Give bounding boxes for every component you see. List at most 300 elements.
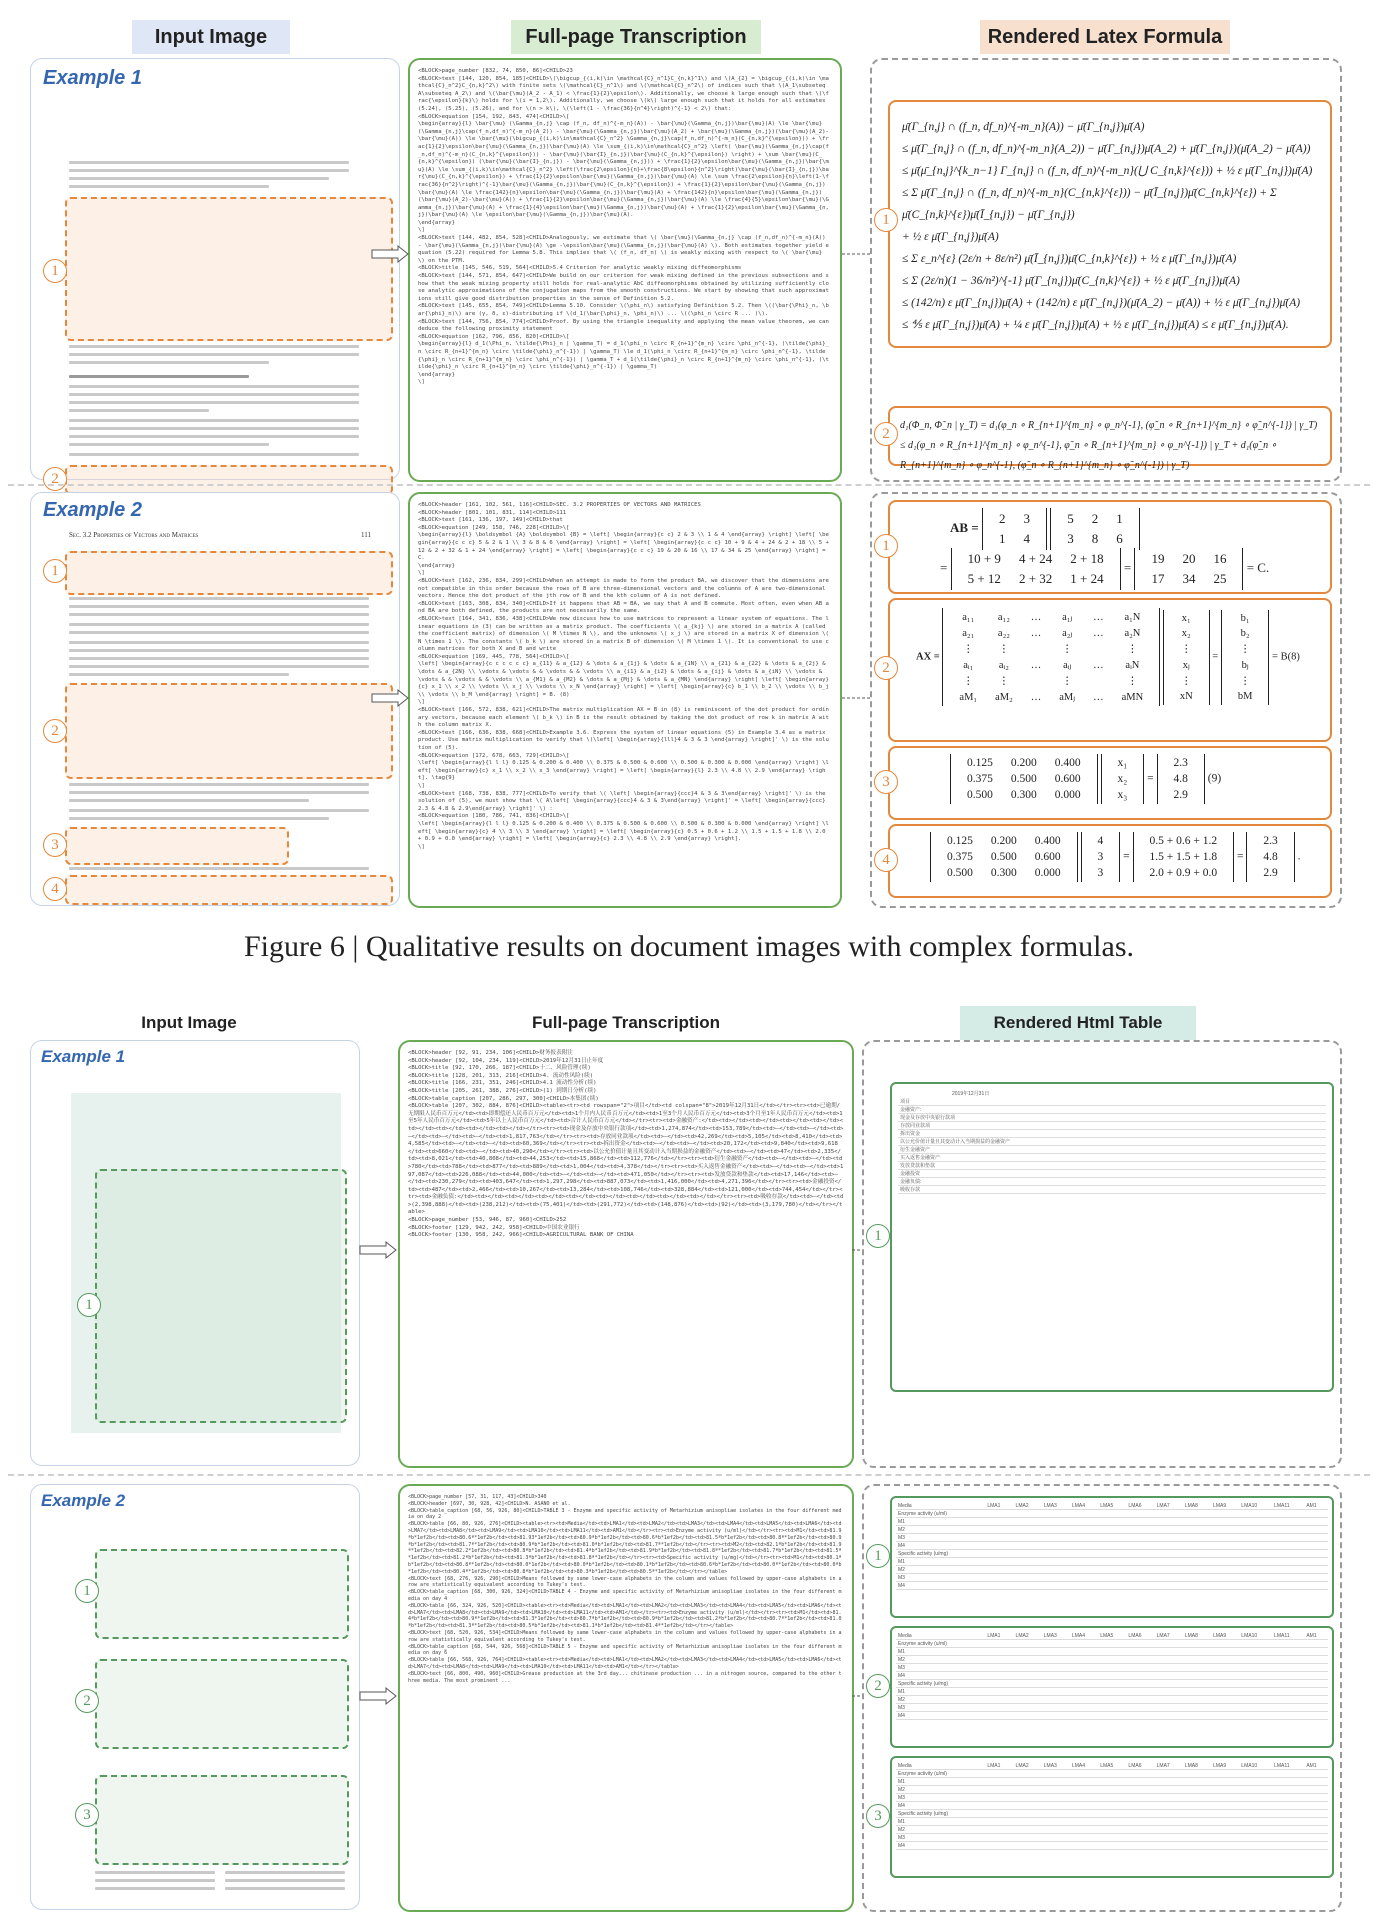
matrix-cell: 4.8 [1263, 851, 1278, 863]
matrix-cell: 17 [1151, 571, 1165, 586]
table-cell [1239, 1794, 1272, 1802]
table-cell [1239, 1574, 1272, 1582]
table-cell [1303, 1122, 1315, 1130]
table-cell [1070, 1566, 1098, 1574]
table-cell [1183, 1786, 1211, 1794]
table-cell [1042, 1778, 1070, 1786]
input-image-panel-ex4 [30, 1484, 360, 1910]
table-cell [1303, 1146, 1315, 1154]
table-cell [1042, 1574, 1070, 1582]
table-cell [1014, 1648, 1042, 1656]
input-image-panel-ex3 [30, 1040, 360, 1466]
table-cell [1042, 1582, 1070, 1590]
table-cell [1126, 1786, 1154, 1794]
table-cell [1126, 1542, 1154, 1550]
table-row [896, 1566, 1328, 1574]
table-cell [1098, 1550, 1126, 1558]
table-cell: 项目 [898, 1098, 1232, 1106]
render-number-2: 2 [874, 656, 898, 680]
table-cell [1272, 1842, 1304, 1850]
formula-tail: = C. [1246, 559, 1270, 575]
table-cell [1232, 1138, 1244, 1146]
table-cell [1304, 1518, 1328, 1526]
table-cell [1155, 1558, 1183, 1566]
table-cell [1239, 1688, 1272, 1696]
formula-system-row: 0.125 0.200 0.400 0.375 0.500 0.600 0.500 0.300 0.000 x₁ x₂ x₃ = 2.3 4.8 2.9 (9) [950, 754, 1221, 804]
table-row [896, 1664, 1328, 1672]
table-cell [1244, 1186, 1256, 1194]
table-cell [985, 1656, 1013, 1664]
table-cell [1014, 1778, 1042, 1786]
table-row [898, 1122, 1326, 1130]
table-cell [1126, 1510, 1154, 1518]
table-cell: LMA1 [985, 1762, 1013, 1770]
table-cell [1042, 1826, 1070, 1834]
table-cell [1014, 1680, 1042, 1688]
formula-region-2 [65, 465, 393, 495]
matrix-cell: a₁ⱼ [1062, 612, 1073, 623]
table-cell: Enzyme activity (u/ml) [896, 1510, 985, 1518]
table-row [896, 1818, 1328, 1826]
region-number-1: 1 [43, 259, 67, 283]
table-cell [1239, 1704, 1272, 1712]
table-cell: M3 [896, 1534, 985, 1542]
table-cell [1232, 1098, 1244, 1106]
table-cell [1014, 1818, 1042, 1826]
table-cell [1239, 1582, 1272, 1590]
table-cell [1304, 1680, 1328, 1688]
matrix-cell: ⋮ [1127, 644, 1138, 655]
table-cell [1272, 1810, 1304, 1818]
table-cell [1042, 1794, 1070, 1802]
table-cell [1155, 1550, 1183, 1558]
matrix-cell: 2 [1091, 511, 1099, 526]
table-cell [1098, 1680, 1126, 1688]
table-cell [1070, 1842, 1098, 1850]
rendered-formula-1 [888, 500, 1332, 594]
matrix-cell: aᵢⱼ [1063, 660, 1072, 671]
table-cell [1239, 1542, 1272, 1550]
matrix-cell: 2 + 32 [1018, 571, 1053, 586]
rendered-formula-2 [888, 406, 1332, 471]
table-cell [1304, 1510, 1328, 1518]
table-cell: M2 [896, 1526, 985, 1534]
table-cell: M4 [896, 1842, 985, 1850]
table-row [896, 1688, 1328, 1696]
render-number-4: 4 [874, 848, 898, 872]
matrix-cell: ⋮ [998, 676, 1010, 687]
table-cell: M2 [896, 1786, 985, 1794]
table-cell [1155, 1778, 1183, 1786]
example-label-1: Example 1 [43, 67, 142, 89]
rendered-table-1 [890, 1496, 1334, 1618]
table-cell [1155, 1648, 1183, 1656]
matrix-cell: 0.600 [1054, 773, 1081, 785]
table-cell [1232, 1178, 1244, 1186]
table-cell [1155, 1810, 1183, 1818]
table-cell [1303, 1114, 1315, 1122]
table-cell [1042, 1802, 1070, 1810]
doc-page-number: 111 [361, 531, 371, 539]
table-cell [1070, 1648, 1098, 1656]
table-cell [1155, 1842, 1183, 1850]
table-cell [1155, 1794, 1183, 1802]
matrix-cell: … [1093, 611, 1104, 623]
table-row [896, 1648, 1328, 1656]
table-cell [1014, 1542, 1042, 1550]
table-cell: Media [896, 1762, 985, 1770]
table-cell [1267, 1162, 1279, 1170]
table-region-1 [95, 1549, 349, 1639]
table-cell [1183, 1542, 1211, 1550]
table-cell [1014, 1794, 1042, 1802]
table-cell: LMA4 [1070, 1632, 1098, 1640]
table-cell [1014, 1842, 1042, 1850]
table-cell [1014, 1810, 1042, 1818]
table-cell: M1 [896, 1818, 985, 1826]
table-cell [1256, 1098, 1268, 1106]
table-cell [1014, 1656, 1042, 1664]
matrix-cell: bM [1237, 690, 1253, 702]
table-cell [1098, 1534, 1126, 1542]
table-cell [1244, 1114, 1256, 1122]
table-cell [1155, 1818, 1183, 1826]
region-number-2: 2 [43, 719, 67, 743]
table-cell [1232, 1162, 1244, 1170]
table-cell [1014, 1688, 1042, 1696]
matrix-cell: … [1093, 691, 1104, 703]
table-cell [1244, 1146, 1256, 1154]
table-cell [1244, 1162, 1256, 1170]
table-cell [1155, 1712, 1183, 1720]
table-cell: M3 [896, 1574, 985, 1582]
table-cell [1239, 1834, 1272, 1842]
table-row [898, 1186, 1326, 1194]
matrix-result [1134, 548, 1243, 590]
table-cell [1211, 1534, 1239, 1542]
matrix-cell: aM₁ [959, 691, 978, 703]
table-cell [1042, 1550, 1070, 1558]
table-cell [1272, 1582, 1304, 1590]
table-cell [1183, 1664, 1211, 1672]
formula-ab-row [950, 508, 1140, 550]
table-row [896, 1534, 1328, 1542]
table-cell [1042, 1688, 1070, 1696]
table-row [896, 1574, 1328, 1582]
table-cell [1042, 1842, 1070, 1850]
matrix-cell: 2 [998, 511, 1006, 526]
matrix-cell: 0.375 [947, 851, 973, 863]
table-cell [1126, 1558, 1154, 1566]
table-cell [1239, 1842, 1272, 1850]
matrix-cell: 0.125 [967, 757, 993, 769]
region-number-2: 2 [43, 467, 67, 491]
matrix-cell: 8 [1091, 531, 1099, 546]
table-cell [1155, 1574, 1183, 1582]
input-image-panel-ex2 [30, 492, 400, 906]
table-cell [1256, 1170, 1268, 1178]
matrix-cell: … [1093, 627, 1104, 639]
table-cell [985, 1786, 1013, 1794]
matrix-cell: b₁ [1240, 612, 1250, 624]
matrix-cell: 2.0 + 0.9 + 0.0 [1149, 867, 1218, 879]
table-cell [1314, 1122, 1326, 1130]
region-number-3: 3 [43, 833, 67, 857]
table-cell [1098, 1518, 1126, 1526]
table-cell [1211, 1818, 1239, 1826]
formula-region-3 [65, 827, 289, 865]
render-number-3: 3 [866, 1804, 890, 1828]
table-cell [1070, 1574, 1098, 1582]
table-cell [1232, 1170, 1244, 1178]
matrix-cell: 1.5 + 1.5 + 1.8 [1149, 851, 1218, 863]
matrix-cell [1023, 642, 1050, 656]
table-cell [1304, 1818, 1328, 1826]
matrix-cell: 25 [1213, 571, 1227, 586]
table-cell [1291, 1154, 1303, 1162]
table-row [896, 1712, 1328, 1720]
matrix-cell: 2.9 [1263, 867, 1278, 879]
table-cell [1244, 1130, 1256, 1138]
table-cell: M3 [896, 1794, 985, 1802]
table-row [898, 1178, 1326, 1186]
table-row [898, 1130, 1326, 1138]
table-cell [985, 1566, 1013, 1574]
table-cell [1126, 1712, 1154, 1720]
header-full-page-transcription-bottom: Full-page Transcription [532, 1013, 720, 1032]
table-cell: Media [896, 1502, 985, 1510]
table-cell [1291, 1138, 1303, 1146]
render-number-1: 1 [874, 534, 898, 558]
table-cell [1014, 1834, 1042, 1842]
table-cell: 现金及存放中央银行款项 [898, 1114, 1232, 1122]
table-cell [1291, 1178, 1303, 1186]
matrix-cell: 5 + 12 [967, 571, 1001, 586]
table-cell [985, 1550, 1013, 1558]
matrix-cell: … [1030, 627, 1042, 639]
table-cell [1042, 1818, 1070, 1826]
table-cell [1304, 1574, 1328, 1582]
table-cell [1070, 1794, 1098, 1802]
formula-tail: (9) [1207, 772, 1222, 785]
rendered-formula-3 [888, 746, 1332, 820]
matrix-cell: ⋮ [998, 644, 1010, 655]
matrix-cell: b₂ [1240, 627, 1250, 639]
matrix-cell: 16 [1213, 551, 1227, 566]
formula-result-row [940, 548, 1269, 590]
table-cell [1098, 1558, 1126, 1566]
formula-region-2 [65, 683, 393, 779]
arrow-input-to-transcription-ex3 [360, 1242, 398, 1258]
table-cell [985, 1834, 1013, 1842]
table-cell [1291, 1162, 1303, 1170]
rendered-panel-ex4 [862, 1484, 1342, 1912]
table-cell [1244, 1122, 1256, 1130]
table-row [898, 1098, 1326, 1106]
matrix-cell: a₁N [1124, 611, 1141, 623]
table-cell [985, 1712, 1013, 1720]
transcription-panel-ex3 [398, 1040, 854, 1468]
table-cell: LMA11 [1272, 1762, 1304, 1770]
table-cell [1256, 1146, 1268, 1154]
table-cell [1155, 1688, 1183, 1696]
table-cell [1183, 1648, 1211, 1656]
table-cell [1272, 1550, 1304, 1558]
table-cell [985, 1574, 1013, 1582]
table-cell: LMA5 [1098, 1762, 1126, 1770]
table-cell: LMA6 [1126, 1502, 1154, 1510]
table-cell [1314, 1146, 1326, 1154]
rendered-panel-ex3 [862, 1040, 1342, 1468]
table-cell [985, 1802, 1013, 1810]
table-cell [1314, 1130, 1326, 1138]
matrix-cell: ⋮ [962, 644, 974, 655]
table-cell [1126, 1550, 1154, 1558]
equals-sign: = [1123, 559, 1132, 575]
table-row [898, 1138, 1326, 1146]
table-cell: M3 [896, 1704, 985, 1712]
matrix-cell: 3 [1067, 531, 1074, 546]
table-cell [1272, 1534, 1304, 1542]
table-cell: M4 [896, 1582, 985, 1590]
table-cell [1211, 1802, 1239, 1810]
table-cell [1183, 1802, 1211, 1810]
table-cell [1303, 1186, 1315, 1194]
table-cell: LMA3 [1042, 1502, 1070, 1510]
table-cell [1267, 1114, 1279, 1122]
table-cell [1183, 1778, 1211, 1786]
table-cell [1014, 1672, 1042, 1680]
table-cell [1239, 1510, 1272, 1518]
table-cell [1098, 1648, 1126, 1656]
table-cell [1183, 1656, 1211, 1664]
table-cell [1042, 1534, 1070, 1542]
transcription-text-ex2: <BLOCK>header [161, 102, 561, 116]<CHILD>SEC. 3.2 PROPERTIES OF VECTORS AND MATRICES <BLOCK>header [801, 101, 831, 114]<CHILD>111 <BLOCK>text [161, 136, 197, 149]<CHILD>that <BLOCK>equation [249, 158, 746, 228]<CHILD>\[ \begin{array}{l} \boldsymbol {A} \boldsymbol {B} = \left[ \begin{array}{c c} 2 & 3 \\ 1 & 4 \end{array} \right] \left[ \begin{array}{c c c} 5 & 2 & 1 \\ 3 & 8 & 6 \end{array} \right] = \left[ \begin{array}{c c c} 10 + 9 & 4 + 24 & 2 + 18 \\ 5 + 12 & 2 + 32 & 1 + 24 \end{array} \right] = \left[ \begin{array}{c c c} 19 & 20 & 16 \\ 17 & 34 & 25 \end{array} \right] = C. \end{array} \] <BLOCK>text [162, 236, 834, 299]<CHILD>When an attempt is made to form the product BA, we discover that the dimensions are not compatible in this order because the rows of B are three-dimensional vectors and the columns of A are two-dimensional vectors. Hence the dot product of the jth row of B and the kth column of A is not defined. <BLOCK>text [163, 308, 834, 340]<CHILD>If it happens that AB = BA, we say that A and B commute. Most often, even when AB and BA are both defined, the products are not necessarily the same. <BLOCK>text [164, 341, 836, 438]<CHILD>We now discuss how to use matrices to represent a linear system of equations. The linear equations in (3) can be written as a matrix product. The coefficients \( a_{kj} \) are stored in a matrix A (called the coefficient matrix) of dimension \( M \times N \), and the unknowns \( x_j \) are stored in a matrix X of dimension \( N \times 1 \). The constants \( b_k \) are stored in a matrix B of dimension \( M \times 1 \). It is conventional to use column matrices for both X and B and write <BLOCK>equation [169, 445, 778, 564]<CHILD>\[ \left[ \begin{array}{c c c c c c} a_{11} & a_{12} & \dots & a_{1j} & \dots & a_{1N} \\ a_{21} & a_{22} & \dots & a_{2j} & \dots & a_{2N} \\ \vdots & \vdots & & \vdots & & \vdots \\ a_{i1} & a_{i2} & \dots & a_{ij} & \dots & a_{iN} \\ \vdots & \vdots & & \vdots & & \vdots \\ a_{M1} & a_{M2} & \dots & a_{Mj} & \dots & a_{MN} \end{array} \right] \left[ \begin{array}{c} x_1 \\ x_2 \\ \vdots \\ x_j \\ \vdots \\ x_N \end{array} \right] = \left[ \begin{array}{c} b_1 \\ b_2 \\ \vdots \\ b_j \\ \vdots \\ b_M \end{array} \right] = B. (8) \] <BLOCK>text [166, 572, 838, 621]<CHILD>The matrix multiplication AX = B in (8) is reminiscent of the dot product for ordinary vectors, because each element \( b_k \) in B is the result obtained by taking the dot product of row k in matrix A with the column matrix X. <BLOCK>text [166, 636, 838, 668]<CHILD>Example 3.6. Express the system of linear equations (5) in Example 3.4 as a matrix product. Use matrix multiplication to verify that \(\left[ \begin{array}{lll}4 & 3 & 3 \end{array} \right]' \) is the solution of (5). <BLOCK>equation [172, 678, 663, 729]<CHILD>\[ \left[ \begin{array}{l l l} 0.125 & 0.200 & 0.400 \\ 0.375 & 0.500 & 0.600 \\ 0.500 & 0.300 & 0.000 \end{array} \right] \left[ \begin{array}{c} x_1 \\ x_2 \\ x_3 \end{array} \right] = \left[ \begin{array}{l} 2.3 \\ 4.8 \\ 2.9 \end{array} \right]. \tag{9} \] <BLOCK>text [168, 738, 838, 777]<CHILD>To verify that \( \left[ \begin{array}{ccc}4 & 3 & 3\end{array} \right]' \) is the solution of (5), we must show that \( A\left[ \begin{array}{ccc}4 & 3 & 3\end{array} \right]' = \left[ \begin{array}{ccc}2.3 & 4.8 & 2.9\end{array} \right]' \) : <BLOCK>equation [180, 786, 741, 836]<CHILD>\[ \left[ \begin{array}{l l l} 0.125 & 0.200 & 0.400 \\ 0.375 & 0.500 & 0.600 \\ 0.500 & 0.300 & 0.000 \end{array} \right] \left[ \begin{array}{c} 4 \\ 3 \\ 3 \end{array} \right] = \left[ \begin{array}{c} 0.5 + 0.6 + 1.2 \\ 1.5 + 1.5 + 1.8 \\ 2.0 + 0.9 + 0.0 \end{array} \right] = \left[ \begin{array}{c} 2.3 \\ 4.8 \\ 2.9 \end{array} \right]. \] [418, 502, 829, 850]
matrix-cell: 20 [1182, 551, 1196, 566]
table-cell [1098, 1664, 1126, 1672]
table-cell [1183, 1680, 1211, 1688]
table-cell [1126, 1770, 1154, 1778]
table-row [896, 1672, 1328, 1680]
table-cell [1126, 1534, 1154, 1542]
table-cell [1239, 1534, 1272, 1542]
example-label-1: Example 1 [41, 1047, 126, 1066]
doc-running-header: Sec. 3.2 Properties of Vectors and Matrices [69, 531, 199, 539]
table-cell [1014, 1640, 1042, 1648]
html-table-1 [898, 1098, 1326, 1194]
matrix-cell: 34 [1182, 571, 1196, 586]
region-number-2: 2 [75, 1689, 99, 1713]
table-cell [1014, 1802, 1042, 1810]
matrix-cell: ⋮ [962, 676, 974, 687]
matrix-cell: aᵢ₂ [998, 659, 1009, 671]
table-cell: AM1 [1304, 1502, 1328, 1510]
table-cell [1183, 1696, 1211, 1704]
table-cell [1272, 1526, 1304, 1534]
table-cell [1098, 1510, 1126, 1518]
table-cell: Specific activity (u/mg) [896, 1550, 985, 1558]
table-cell [1042, 1510, 1070, 1518]
table-row [896, 1526, 1328, 1534]
table-cell [1314, 1098, 1326, 1106]
table-cell: Media [896, 1632, 985, 1640]
transcription-text-ex3: <BLOCK>header [92, 91, 234, 106]<CHILD>财务报表附注 <BLOCK>header [92, 104, 234, 119]<CHILD>2019年12月31日止年度 <BLOCK>title [92, 170, 266, 187]<CHILD>十二、风险管理(续) <BLOCK>title [128, 201, 313, 216]<CHILD>4. 流动性风险(续) <BLOCK>title [166, 231, 351, 246]<CHILD>4.1 流动性分析(续) <BLOCK>title [205, 261, 388, 276]<CHILD>(1) 到期日分析(续) <BLOCK>table_caption [207, 286, 297, 300]<CHILD>本集团(续) <BLOCK>table [207, 302, 884, 876]<CHILD><table><tr><td rowspan="2">项目</td><td colspan="8">2019年12月31日</td></tr><tr><td>已逾期/无期限人民币百万元</td><td>即期偿还人民币百万元</td><td>1个月内人民币百万元</td><td>1至3个月人民币百万元</td><td>3个月至1年人民币百万元</td><td>1至5年人民币百万元</td><td>5年以上人民币百万元</td><td>合计人民币百万元</td></tr><tr><td>金融资产:</td><td></td><td></td><td></td><td></td><td></td><td></td><td></td><td></td></tr><tr><td>现金及存放中央银行款项</td><td>1,274,874</td><td>153,789</td><td>—</td><td>—</td><td>—</td><td>—</td><td>—</td><td>1,817,763</td></tr><tr><td>存放同业款项</td><td>—</td><td>42,269</td><td>5,105</td><td>8,410</td><td>4,585</td><td>—</td><td>—</td><td>60,369</td></tr><tr><td>拆出资金</td><td>—</td><td>—</td><td>20,172</td><td>9,840</td><td>9,618</td><td>660</td><td>—</td><td>40,290</td></tr><tr><td>以公允价值计量且其变动计入当期损益的金融资产</td><td>—</td><td>47</td><td>2,335</td><td>8,021</td><td>40,808</td><td>44,253</td><td>15,868</td><td>112,776</td></tr><tr><td>衍生金融资产</td><td>—</td><td>—</td><td>780</td><td>788</td><td>877</td><td>889</td><td>1,004</td><td>4,378</td></tr><tr><td>买入返售金融资产</td><td>—</td><td>—</td><td>197,087</td><td>226,088</td><td>44,000</td><td>—</td><td>—</td><td>471,050</td></tr><tr><td>发放贷款和垫款</td><td>17,146</td><td>—</td><td>230,279</td><td>403,647</td><td>1,297,298</td><td>887,073</td><td>1,416,000</td><td>4,271,396</td></tr><tr><td>金融投资</td><td>487</td><td>2,466</td><td>10,267</td><td>13,284</td><td>108,746</td><td>328,884</td><td>121,000</td><td>744,454</td></tr><tr><td>金融负债:</td><td></td><td></td><td></td><td></td><td></td><td></td><td></td><td></td></tr><tr><td>吸收存款</td><td>—</td><td>(2,398,888)</td><td>(238,212)</td><td>(75,401)</td><td>(291,772)</td><td>(148,876)</td><td>(92)</td><td>(3,179,780)</td></tr></table> <BLOCK>page_number [53, 946, 87, 960]<CHILD>252 <BLOCK>footer [129, 942, 242, 958]<CHILD>中国农业银行 <BLOCK>footer [130, 958, 242, 966]<CHILD>AGRICULTURAL BANK OF CHINA [408, 1050, 844, 1239]
table-cell [1279, 1154, 1291, 1162]
table-cell [1070, 1664, 1098, 1672]
table-cell [1279, 1114, 1291, 1122]
matrix-cell: 6 [1116, 531, 1123, 546]
region-number-1: 1 [75, 1579, 99, 1603]
table-cell [1183, 1834, 1211, 1842]
table-cell [1304, 1834, 1328, 1842]
table-cell: LMA2 [1014, 1632, 1042, 1640]
table-cell [1014, 1826, 1042, 1834]
table-cell [1155, 1770, 1183, 1778]
table-cell: LMA5 [1098, 1632, 1126, 1640]
html-table-3 [896, 1762, 1328, 1850]
formula-1-line: ≤ ⅘ ε μ̄(Γ_{n,j})μ̄(A) + ¼ ε μ̄(Γ_{n,j})μ̄(A) + ½ ε μ̄(Γ_{n,j})μ̄(A) ≤ ε μ̄(Γ_{n,j})μ̄(A). [902, 319, 1289, 331]
table-cell [1183, 1518, 1211, 1526]
matrix-x [1163, 610, 1210, 705]
table-row [896, 1794, 1328, 1802]
table-cell [1126, 1826, 1154, 1834]
table-cell [1155, 1566, 1183, 1574]
table-header-date: 2019年12月31日 [952, 1091, 990, 1097]
table-cell: M4 [896, 1802, 985, 1810]
matrix-cell: 0.200 [990, 835, 1017, 847]
table-cell: 存放同业款项 [898, 1122, 1232, 1130]
matrix-mid [1133, 832, 1235, 882]
matrix-cell: 4.8 [1173, 773, 1188, 785]
matrix-cell: x₃ [1117, 789, 1128, 801]
matrix-cell: 0.500 [967, 789, 993, 801]
table-cell: LMA8 [1183, 1502, 1211, 1510]
table-cell [1304, 1656, 1328, 1664]
table-cell [1014, 1518, 1042, 1526]
matrix-cell: 5 [1067, 511, 1074, 526]
table-cell [1070, 1680, 1098, 1688]
table-cell [1314, 1162, 1326, 1170]
table-cell [1155, 1640, 1183, 1648]
table-cell [1239, 1786, 1272, 1794]
table-cell [1232, 1130, 1244, 1138]
table-cell [985, 1510, 1013, 1518]
matrix-x [1081, 832, 1121, 882]
table-cell [1126, 1574, 1154, 1582]
matrix-cell: … [1030, 691, 1042, 703]
matrix-cell: 3 [1023, 511, 1030, 526]
table-row [896, 1786, 1328, 1794]
matrix-a [982, 508, 1047, 550]
table-cell [1232, 1106, 1244, 1114]
table-cell: LMA11 [1272, 1632, 1304, 1640]
matrix-cell: 4 + 24 [1018, 551, 1053, 566]
table-cell [985, 1770, 1013, 1778]
table-cell [1272, 1826, 1304, 1834]
table-cell [1272, 1688, 1304, 1696]
table-cell [1272, 1518, 1304, 1526]
table-cell [1014, 1526, 1042, 1534]
table-cell [1279, 1138, 1291, 1146]
matrix-b [1246, 832, 1294, 882]
matrix-cell: … [1093, 659, 1104, 671]
table-cell [1304, 1770, 1328, 1778]
matrix-cell: x₁ [1117, 757, 1128, 769]
table-cell [1183, 1842, 1211, 1850]
table-row [896, 1826, 1328, 1834]
table-cell [1291, 1122, 1303, 1130]
table-cell [1314, 1106, 1326, 1114]
